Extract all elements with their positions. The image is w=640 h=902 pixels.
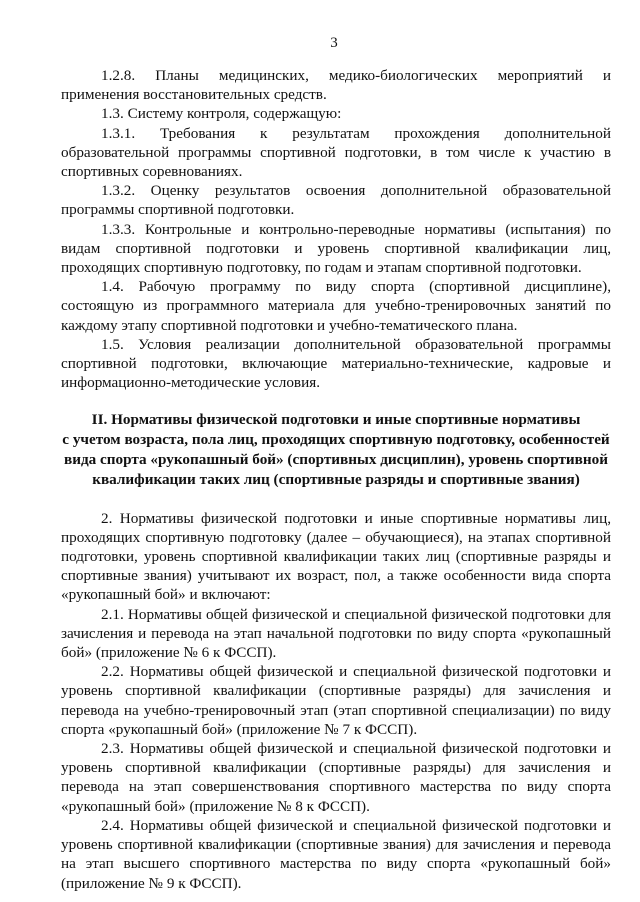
section-heading-line: II. Нормативы физической подготовки и иные спортивные нормативы	[91, 411, 581, 429]
paragraph-2-1: 2.1. Нормативы общей физической и специальной физической подготовки для зачисления и перевода на этап начальной подготовки по виду спорта «рукопашный бой» (приложение № 6 к ФССП).	[61, 605, 611, 662]
paragraph-1-4: 1.4. Рабочую программу по виду спорта (спортивной дисциплине), состоящую из программного материала для учебно-тренировочных занятий по каждому этапу спортивной подготовки и учебно-тематического плана.	[61, 278, 611, 334]
paragraph-1-3-2: 1.3.2. Оценку результатов освоения дополнительной образовательной программы спортивной подготовки.	[61, 182, 611, 219]
paragraph-2-3: 2.3. Нормативы общей физической и специальной физической подготовки и уровень спортивной квалификации (спортивные разряды) для зачисления и перевода на этап совершенствования спортивного мастерства по виду спорта «рукопашный бой» (приложение № 8 к ФССП).	[61, 740, 611, 815]
section-heading	[61, 410, 611, 489]
paragraph-2: 2. Нормативы физической подготовки и иные спортивные нормативы лиц, проходящих спортивную подготовку (далее – обучающиеся), на этапах спортивной подготовки, уровень спортивной квалификации таких лиц (спортивные разряды и спортивные звания) учитывают их возраст, пол, а также особенности вида спорта «рукопашный бой» и включают:	[61, 509, 611, 604]
paragraph-1-3-1: 1.3.1. Требования к результатам прохождения дополнительной образовательной программы спортивной подготовки, в том числе к участию в спортивных соревнованиях.	[61, 124, 611, 181]
section-heading-line: с учетом возраста, пола лиц, проходящих спортивную подготовку, особенностей	[62, 431, 610, 449]
section-heading-line: вида спорта «рукопашный бой» (спортивных дисциплин), уровень спортивной	[64, 451, 608, 469]
paragraph-2-2: 2.2. Нормативы общей физической и специальной физической подготовки и уровень спортивной квалификации (спортивные разряды) для зачисления и перевода на учебно-тренировочный этап (этап спортивной специализации) по виду спорта «рукопашный бой» (приложение № 7 к ФССП).	[61, 663, 611, 738]
paragraph-1-2-8: 1.2.8. Планы медицинских, медико-биологических мероприятий и применения восстановительных средств.	[61, 67, 611, 104]
paragraph-1-3: 1.3. Систему контроля, содержащую:	[101, 105, 342, 123]
section-heading-line: квалификации таких лиц (спортивные разряды и спортивные звания)	[92, 470, 580, 488]
paragraph-1-3-3: 1.3.3. Контрольные и контрольно-переводные нормативы (испытания) по видам спортивной подготовки и уровень спортивной квалификации лиц, проходящих спортивную подготовку, по годам и этапам спортивной подготовки.	[61, 220, 611, 277]
paragraph-1-5: 1.5. Условия реализации дополнительной образовательной программы спортивной подготовки, включающие материально-технические, кадровые и информационно-методические условия.	[61, 335, 611, 392]
paragraph-2-4: 2.4. Нормативы общей физической и специальной физической подготовки и уровень спортивной квалификации (спортивные звания) для зачисления и перевода на этап высшего спортивного мастерства по виду спорта «рукопашный бой» (приложение № 9 к ФССП).	[61, 816, 611, 892]
page-number: 3	[330, 35, 338, 51]
document-page	[61, 34, 611, 893]
